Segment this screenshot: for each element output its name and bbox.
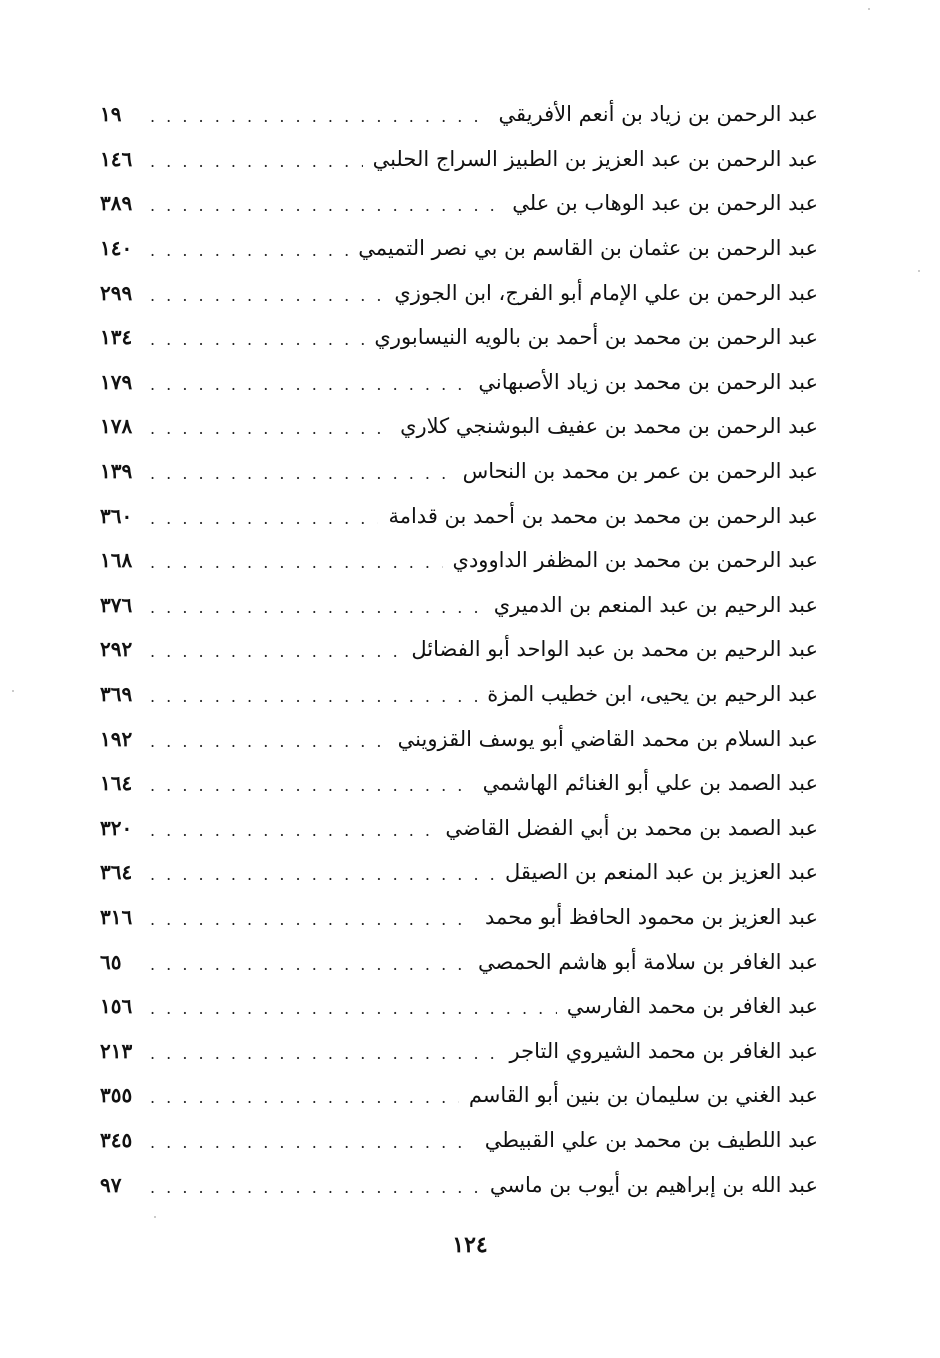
- index-entry: [100, 1162, 818, 1207]
- dot-leader: [150, 683, 477, 705]
- dot-leader: [150, 415, 390, 437]
- dot-leader: [150, 728, 388, 750]
- index-entry: [100, 850, 818, 895]
- entry-name: عبد الرحمن بن عبد العزيز بن الطبيز السراج الحلبي: [372, 146, 818, 171]
- paper-speck: [12, 690, 14, 692]
- entry-page-number: ٢١٣: [100, 1038, 133, 1063]
- entry-page-number: ٩٧: [100, 1172, 122, 1197]
- index-entry: [100, 1073, 818, 1118]
- index-entry: [100, 1028, 818, 1073]
- entry-name: عبد الرحمن بن زياد بن أنعم الأفريقي: [498, 102, 818, 127]
- entry-page-number: ١٧٩: [100, 369, 133, 394]
- index-entry: [100, 939, 818, 984]
- entry-page-number: ١٤٦: [100, 146, 133, 171]
- dot-leader: [150, 192, 502, 214]
- entry-page-number: ١٣٩: [100, 459, 133, 484]
- entry-page-number: ٢٩٢: [100, 637, 133, 662]
- entry-name: عبد الغافر بن سلامة أبو هاشم الحمصي: [477, 949, 818, 974]
- dot-leader: [150, 237, 348, 259]
- index-entry: [100, 226, 818, 271]
- index-entry: [100, 761, 818, 806]
- dot-leader: [150, 1084, 459, 1106]
- dot-leader: [150, 148, 363, 170]
- dot-leader: [150, 1174, 480, 1196]
- entry-name: عبد الرحيم بن عبد المنعم بن الدميري: [493, 592, 818, 617]
- entry-page-number: ١٤٠: [100, 236, 133, 261]
- entry-page-number: ٣٦٤: [100, 860, 133, 885]
- entry-name: عبد الله بن إبراهيم بن أيوب بن ماسي: [489, 1172, 818, 1197]
- dot-leader: [150, 549, 443, 571]
- dot-leader: [150, 817, 435, 839]
- entry-name: عبد الصمد بن علي أبو الغنائم الهاشمي: [482, 771, 818, 796]
- entry-page-number: ٣٤٥: [100, 1127, 133, 1152]
- index-entry: [100, 493, 818, 538]
- dot-leader: [150, 505, 378, 527]
- dot-leader: [150, 460, 453, 482]
- dot-leader: [150, 1040, 500, 1062]
- index-entry: [100, 538, 818, 583]
- entry-name: عبد الرحمن بن محمد بن المظفر الداوودي: [452, 548, 818, 573]
- dot-leader: [150, 1129, 475, 1151]
- entry-name: عبد السلام بن محمد القاضي أبو يوسف القزويني: [397, 726, 818, 751]
- entry-page-number: ٣١٦: [100, 904, 133, 929]
- entry-page-number: ١٧٨: [100, 414, 133, 439]
- dot-leader: [150, 103, 489, 125]
- entry-name: عبد العزيز بن عبد المنعم بن الصيقل: [504, 860, 818, 885]
- index-entry: [100, 315, 818, 360]
- entry-name: عبد اللطيف بن محمد بن علي القبيطي: [484, 1127, 818, 1152]
- entry-page-number: ٣٦٩: [100, 682, 133, 707]
- index-entry: [100, 627, 818, 672]
- entry-name: عبد الرحمن بن محمد بن أحمد بن بالويه النيسابوري: [374, 325, 818, 350]
- entry-page-number: ١٩٢: [100, 726, 133, 751]
- entry-name: عبد الرحمن بن محمد بن زياد الأصبهاني: [478, 369, 818, 394]
- entry-name: عبد الغافر بن محمد الشيروي التاجر: [509, 1038, 818, 1063]
- dot-leader: [150, 282, 384, 304]
- entry-name: عبد الرحمن بن محمد بن عفيف البوشنجي كلاري: [400, 414, 818, 439]
- dot-leader: [150, 638, 401, 660]
- entry-page-number: ١٩: [100, 102, 122, 127]
- entry-page-number: ٣٦٠: [100, 503, 133, 528]
- index-entry: [100, 92, 818, 137]
- index-entry: [100, 716, 818, 761]
- index-entry: [100, 404, 818, 449]
- entry-page-number: ٣٢٠: [100, 815, 133, 840]
- entry-page-number: ١٥٦: [100, 994, 133, 1019]
- dot-leader: [150, 772, 473, 794]
- entry-name: عبد الرحمن بن علي الإمام أبو الفرج، ابن الجوزي: [394, 280, 818, 305]
- paper-speck: [918, 270, 920, 272]
- entry-page-number: ١٣٤: [100, 325, 133, 350]
- page-number: ١٢٤: [452, 1232, 488, 1258]
- dot-leader: [150, 995, 557, 1017]
- entry-name: عبد الغني بن سليمان بن بنين أبو القاسم: [468, 1083, 818, 1108]
- entry-name: عبد الرحمن بن محمد بن محمد بن أحمد بن قدامة: [388, 503, 818, 528]
- index-entry: [100, 895, 818, 940]
- entry-name: عبد الرحمن بن عمر بن محمد بن النحاس: [462, 459, 818, 484]
- index-entry: [100, 984, 818, 1029]
- entry-page-number: ٣٧٦: [100, 592, 133, 617]
- entry-page-number: ٣٥٥: [100, 1083, 133, 1108]
- entry-page-number: ٣٨٩: [100, 191, 133, 216]
- dot-leader: [150, 326, 364, 348]
- index-entry: [100, 270, 818, 315]
- entry-name: عبد الرحيم بن يحيى، ابن خطيب المزة: [487, 682, 818, 707]
- entry-name: عبد الغافر بن محمد الفارسي: [566, 994, 818, 1019]
- index-entry: [100, 806, 818, 851]
- dot-leader: [150, 951, 468, 973]
- paper-speck: [154, 1216, 156, 1218]
- entry-name: عبد الرحمن بن عبد الوهاب بن علي: [512, 191, 818, 216]
- index-entry: [100, 137, 818, 182]
- dot-leader: [150, 594, 484, 616]
- dot-leader: [150, 861, 495, 883]
- dot-leader: [150, 906, 475, 928]
- entry-name: عبد الرحمن بن عثمان بن القاسم بن بي نصر التميمي: [358, 236, 818, 261]
- index-entry: [100, 672, 818, 717]
- paper-speck: [868, 8, 870, 10]
- dot-leader: [150, 371, 468, 393]
- entry-page-number: ١٦٨: [100, 548, 133, 573]
- index-entry: [100, 449, 818, 494]
- entry-name: عبد الرحيم بن محمد بن عبد الواحد أبو الفضائل: [411, 637, 818, 662]
- entry-name: عبد العزيز بن محمود الحافظ أبو محمد: [485, 904, 818, 929]
- entry-name: عبد الصمد بن محمد بن أبي الفضل القاضي: [445, 815, 818, 840]
- entry-page-number: ٦٥: [100, 949, 122, 974]
- index-entry: [100, 181, 818, 226]
- entry-page-number: ١٦٤: [100, 771, 133, 796]
- name-index-list: [100, 92, 818, 1207]
- index-entry: [100, 1118, 818, 1163]
- entry-page-number: ٢٩٩: [100, 280, 133, 305]
- index-entry: [100, 583, 818, 628]
- index-entry: [100, 360, 818, 405]
